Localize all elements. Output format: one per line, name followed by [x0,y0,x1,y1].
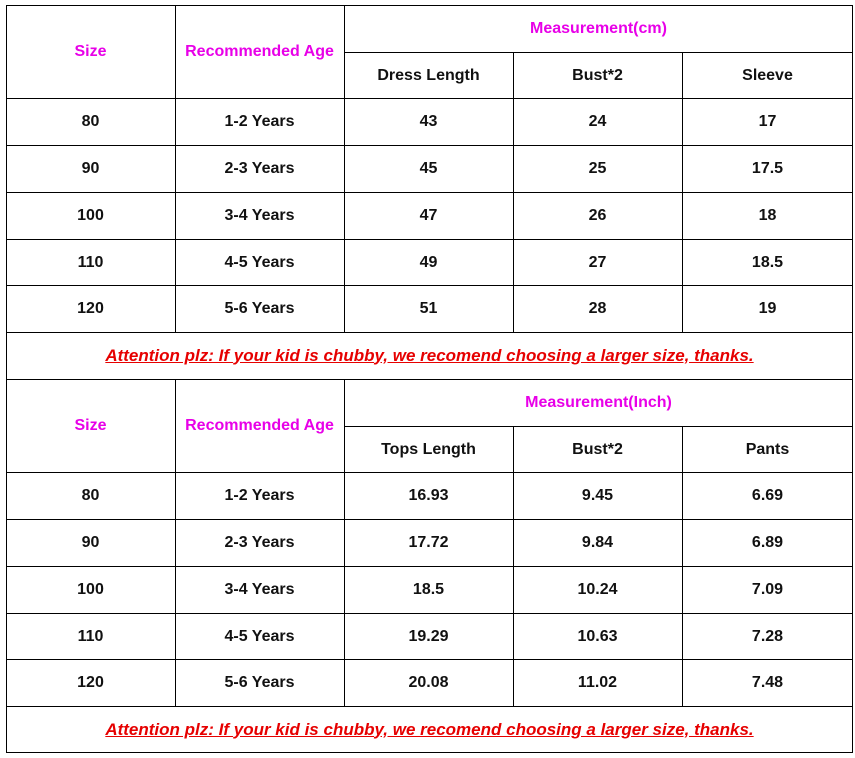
measurement-header: Measurement(Inch) [525,393,672,411]
recommended-age-header: Recommended Age [185,416,334,434]
measurement-cell: 6.69 [751,486,784,504]
age-cell: 4-5 Years [224,627,295,645]
column-header: Dress Length [377,66,480,84]
measurement-cell: 10.63 [577,627,618,645]
size-cell: 80 [81,112,100,130]
age-cell: 2-3 Years [224,533,295,551]
measurement-cell: 18.5 [751,253,784,271]
measurement-cell: 18 [758,206,777,224]
age-cell: 4-5 Years [224,253,295,271]
measurement-cell: 27 [588,253,607,271]
column-header: Bust*2 [572,440,623,458]
size-cell: 120 [77,673,104,691]
size-cell: 100 [77,580,104,598]
attention-note: Attention plz: If your kid is chubby, we recomend choosing a larger size, thanks. [105,345,754,365]
size-cell: 80 [81,486,100,504]
age-cell: 3-4 Years [224,580,295,598]
measurement-cell: 19.29 [408,627,449,645]
size-cell: 90 [81,533,100,551]
measurement-cell: 7.48 [751,673,784,691]
measurement-cell: 25 [588,159,607,177]
measurement-cell: 17.5 [751,159,784,177]
measurement-cell: 28 [588,299,607,317]
measurement-cell: 26 [588,206,607,224]
measurement-cell: 51 [419,299,438,317]
measurement-cell: 18.5 [412,580,445,598]
age-cell: 1-2 Years [224,486,295,504]
size-cell: 90 [81,159,100,177]
measurement-cell: 7.09 [751,580,784,598]
measurement-cell: 45 [419,159,438,177]
column-header: Bust*2 [572,66,623,84]
age-cell: 5-6 Years [224,299,295,317]
measurement-cell: 49 [419,253,438,271]
size-cell: 110 [77,253,104,271]
measurement-cell: 20.08 [408,673,449,691]
measurement-cell: 16.93 [408,486,449,504]
size-cell: 100 [77,206,104,224]
measurement-header: Measurement(cm) [530,19,667,37]
size-header: Size [74,42,107,60]
measurement-cell: 17.72 [408,533,449,551]
age-cell: 2-3 Years [224,159,295,177]
measurement-cell: 47 [419,206,438,224]
measurement-cell: 17 [758,112,777,130]
measurement-cell: 24 [588,112,607,130]
measurement-cell: 7.28 [751,627,784,645]
attention-note: Attention plz: If your kid is chubby, we recomend choosing a larger size, thanks. [105,719,754,739]
measurement-cell: 9.45 [581,486,614,504]
measurement-cell: 6.89 [751,533,784,551]
measurement-cell: 9.84 [581,533,614,551]
recommended-age-header: Recommended Age [185,42,334,60]
column-header: Sleeve [742,66,793,84]
size-cell: 120 [77,299,104,317]
measurement-cell: 43 [419,112,438,130]
column-header: Tops Length [381,440,476,458]
size-cell: 110 [77,627,104,645]
size-header: Size [74,416,107,434]
age-cell: 3-4 Years [224,206,295,224]
measurement-cell: 10.24 [577,580,618,598]
age-cell: 1-2 Years [224,112,295,130]
measurement-cell: 19 [758,299,777,317]
age-cell: 5-6 Years [224,673,295,691]
column-header: Pants [745,440,790,458]
measurement-cell: 11.02 [577,673,618,691]
